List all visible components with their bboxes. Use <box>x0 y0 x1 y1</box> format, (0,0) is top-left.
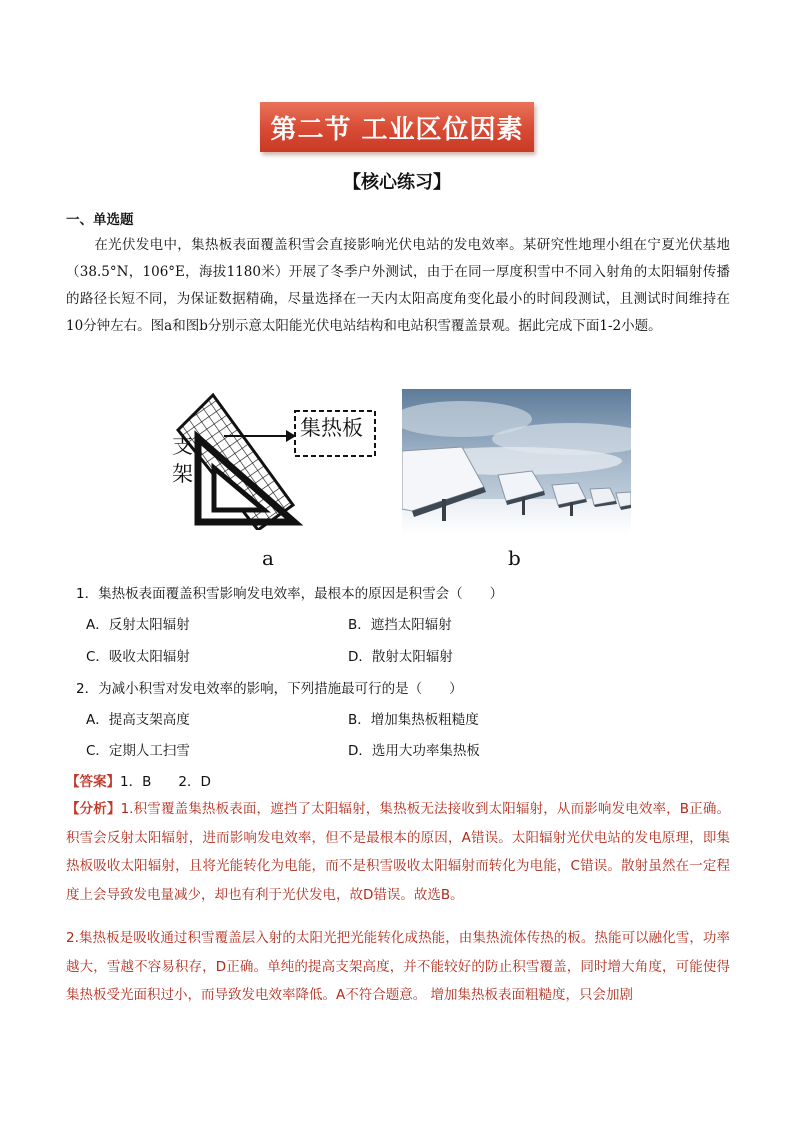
figure-a-caption: a <box>262 546 274 570</box>
answer-label: 【答案】 <box>66 774 120 790</box>
label-support: 支架 <box>172 434 193 486</box>
analysis-text-2: 2.集热板是吸收通过积雪覆盖层入射的太阳光把光能转化成热能，由集热流体传热的板。热能可以融化雪，功率越大，雪越不容易积存，D正确。单纯的提高支架高度，并不能较好的防止积雪覆盖，同时增大角度，可能使得集热板受光面积过小，而导致发电效率降低。A不符合题意。 增加集热板表面粗糙度，只会加剧 <box>66 930 730 1004</box>
label-panel: 集热板 <box>300 416 363 440</box>
answer-line <box>66 770 211 790</box>
page-title: 第二节 工业区位因素 <box>270 114 524 145</box>
q1-stem: 1．集热板表面覆盖积雪影响发电效率，最根本的原因是积雪会（ ） <box>76 586 504 602</box>
section-heading: 一、单选题 <box>66 212 134 228</box>
question-passage <box>66 232 730 340</box>
q1-option-a: A．反射太阳辐射 <box>86 617 190 633</box>
figure-a-diagram <box>168 390 378 530</box>
analysis-text-1: 1.积雪覆盖集热板表面，遮挡了太阳辐射，集热板无法接收到太阳辐射，从而影响发电效率，B正确。积雪会反射太阳辐射，进而影响发电效率，但不是最根本的原因，A错误。太阳辐射光伏电站的发电原理，即集热板吸收太阳辐射，且将光能转化为电能，而不是积雪吸收太阳辐射而转化为电能，C错误。散射虽然在一定程度上会导致发电量减少，却也有利于光伏发电，故D错误。故选B。 <box>66 801 731 903</box>
q2-option-a: A．提高支架高度 <box>86 712 190 728</box>
figure-b-photo <box>402 389 631 535</box>
analysis-paragraph-1 <box>66 795 730 909</box>
analysis-paragraph-2 <box>66 924 730 1010</box>
answer-text: 1．B 2．D <box>120 774 211 790</box>
q2-stem: 2．为减小积雪对发电效率的影响，下列措施最可行的是（ ） <box>76 681 463 697</box>
passage-text: 在光伏发电中，集热板表面覆盖积雪会直接影响光伏电站的发电效率。某研究性地理小组在宁夏光伏基地（38.5°N，106°E，海拔1180米）开展了冬季户外测试，由于在同一厚度积雪中不同入射角的太阳辐射传播的路径长短不同，为保证数据精确，尽量选择在一天内太阳高度角变化最小的时间段测试，且测试时间维持在10分钟左右。图a和图b分别示意太阳能光伏电站结构和电站积雪覆盖景观。据此完成下面1-2小题。 <box>66 237 730 334</box>
q1-option-d: D．散射太阳辐射 <box>348 649 453 665</box>
title-banner <box>260 102 534 152</box>
q1-option-c: C．吸收太阳辐射 <box>86 649 190 665</box>
q2-option-d: D．选用大功率集热板 <box>348 743 480 759</box>
analysis-label: 【分析】 <box>66 801 121 817</box>
subtitle: 【核心练习】 <box>343 172 451 193</box>
q1-option-b: B．遮挡太阳辐射 <box>348 617 452 633</box>
q2-option-b: B．增加集热板粗糙度 <box>348 712 479 728</box>
q2-option-c: C．定期人工扫雪 <box>86 743 190 759</box>
figure-b-caption: b <box>508 546 521 570</box>
